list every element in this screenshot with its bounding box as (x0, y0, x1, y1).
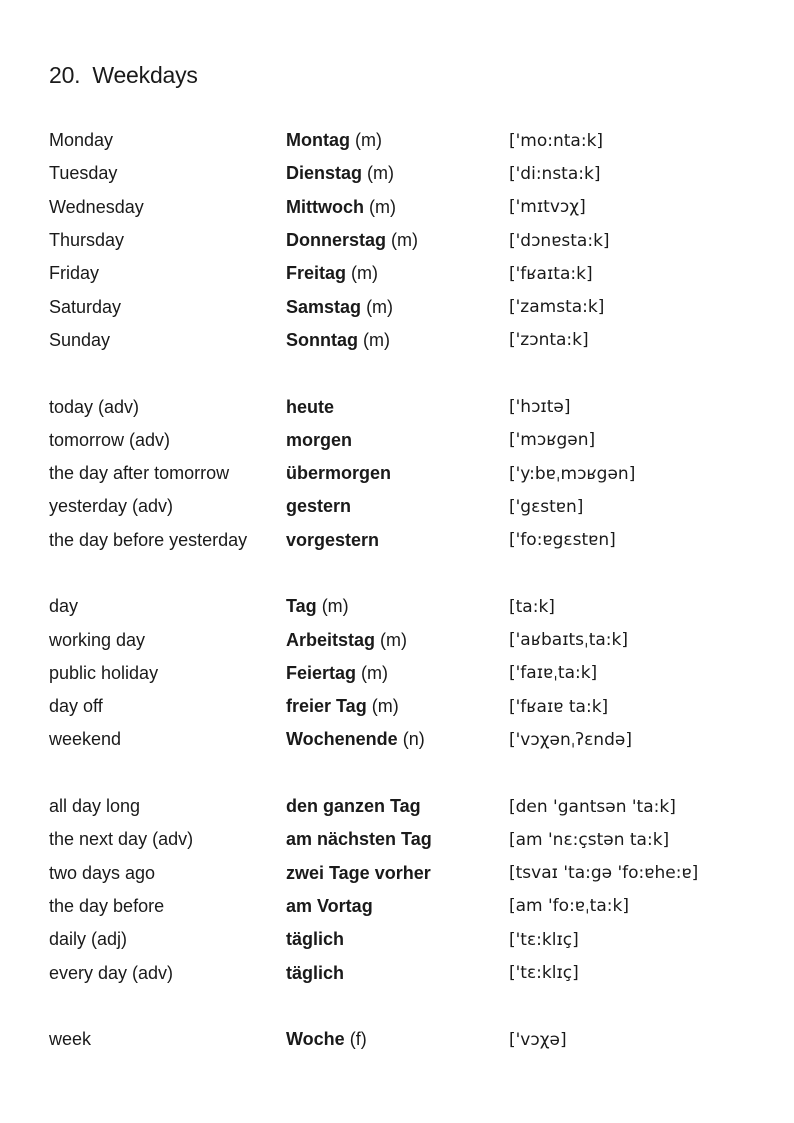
german-term-cell (286, 130, 509, 151)
german-term: Donnerstag (286, 230, 387, 251)
page-title (49, 62, 198, 89)
english-term: Tuesday (49, 163, 118, 184)
pronunciation: ['dɔnɐsta:k] (509, 230, 610, 251)
english-term: weekend (49, 729, 122, 750)
german-term-cell (286, 197, 509, 218)
german-term-cell (286, 163, 509, 184)
german-term: Sonntag (286, 329, 358, 350)
group-spacer (49, 990, 769, 1023)
german-term: täglich (286, 929, 345, 950)
pronunciation: ['vɔχə] (509, 1029, 567, 1050)
english-term: yesterday (adv) (49, 496, 174, 517)
vocab-row (49, 490, 769, 523)
english-term: daily (adj) (49, 929, 128, 950)
vocab-row (49, 1023, 769, 1056)
english-term: the day after tomorrow (49, 463, 230, 484)
german-term: Wochenende (286, 729, 398, 750)
german-term: Mittwoch (286, 196, 364, 217)
german-term-cell (286, 530, 509, 551)
german-term-cell (286, 896, 509, 917)
english-term: Wednesday (49, 196, 144, 217)
english-term: all day long (49, 796, 141, 817)
english-term: today (adv) (49, 396, 140, 417)
pronunciation: ['vɔχənˌʔɛndə] (509, 729, 632, 750)
english-term: every day (adv) (49, 962, 174, 983)
pronunciation: ['fʁaɪta:k] (509, 263, 593, 284)
gender-marker: (m) (391, 230, 419, 251)
group-spacer (49, 357, 769, 390)
gender-marker: (m) (361, 662, 389, 683)
pronunciation: ['tɛ:klɪç] (509, 963, 579, 984)
pronunciation: ['di:nsta:k] (509, 163, 601, 184)
german-term-cell (286, 696, 509, 717)
german-term: am Vortag (286, 895, 373, 916)
pronunciation: ['hɔɪtə] (509, 397, 571, 418)
pronunciation: ['zɔnta:k] (509, 330, 589, 351)
german-term: heute (286, 396, 335, 417)
vocab-row (49, 857, 769, 890)
german-term-cell (286, 397, 509, 418)
vocab-row (49, 923, 769, 956)
pronunciation: ['tɛ:klɪç] (509, 929, 579, 950)
german-term-cell (286, 1029, 509, 1050)
pronunciation: ['fʁaɪɐ ta:k] (509, 696, 609, 717)
german-term: den ganzen Tag (286, 796, 421, 817)
german-term: freier Tag (286, 696, 367, 717)
pronunciation: [am 'fo:ɐˌta:k] (509, 896, 629, 917)
pronunciation: ['mo:nta:k] (509, 130, 604, 151)
german-term-cell (286, 929, 509, 950)
gender-marker: (m) (369, 196, 396, 217)
vocab-row (49, 324, 769, 357)
german-term: am nächsten Tag (286, 829, 432, 850)
gender-marker: (m) (355, 130, 382, 151)
gender-marker: (f) (349, 1029, 367, 1050)
pronunciation: ['aʁbaɪtsˌta:k] (509, 630, 628, 651)
german-term-cell (286, 630, 509, 651)
vocab-row (49, 191, 769, 224)
vocab-row (49, 157, 769, 190)
german-term: gestern (286, 496, 352, 517)
english-term: tomorrow (adv) (49, 429, 171, 450)
section-title: Weekdays (92, 62, 198, 88)
vocab-row (49, 390, 769, 423)
german-term: Freitag (286, 263, 347, 284)
vocab-row (49, 823, 769, 856)
pronunciation: [tsvaɪ 'ta:gə 'fo:ɐhe:ɐ] (509, 863, 699, 884)
gender-marker: (m) (380, 629, 408, 650)
pronunciation: ['mɪtvɔχ] (509, 197, 586, 218)
vocab-row (49, 956, 769, 989)
english-term: the day before (49, 895, 165, 916)
vocab-row (49, 424, 769, 457)
gender-marker: (m) (366, 296, 394, 317)
german-term: Samstag (286, 296, 362, 317)
german-term-cell (286, 729, 509, 750)
gender-marker: (m) (371, 696, 399, 717)
vocab-row (49, 290, 769, 323)
english-term: public holiday (49, 662, 159, 683)
english-term: the next day (adv) (49, 829, 194, 850)
vocab-row (49, 623, 769, 656)
group-spacer (49, 757, 769, 790)
english-term: Saturday (49, 296, 122, 317)
german-term-cell (286, 330, 509, 351)
german-term: Tag (286, 596, 317, 617)
vocab-row (49, 890, 769, 923)
german-term: Dienstag (286, 163, 363, 184)
pronunciation: ['zamsta:k] (509, 297, 605, 318)
pronunciation: [am 'nɛ:çstən ta:k] (509, 829, 670, 850)
vocab-row (49, 690, 769, 723)
english-term: two days ago (49, 862, 156, 883)
vocab-row (49, 224, 769, 257)
gender-marker: (m) (321, 596, 349, 617)
pronunciation: [den 'gantsən 'ta:k] (509, 796, 676, 817)
group-spacer (49, 557, 769, 590)
english-term: day (49, 596, 79, 617)
german-term: täglich (286, 962, 345, 983)
pronunciation: [ta:k] (509, 596, 555, 617)
vocab-row (49, 257, 769, 290)
pronunciation: ['fo:ɐgɛstɐn] (509, 530, 616, 551)
pronunciation: ['faɪɐˌta:k] (509, 663, 598, 684)
german-term-cell (286, 430, 509, 451)
german-term-cell (286, 496, 509, 517)
german-term: morgen (286, 429, 353, 450)
german-term: zwei Tage vorher (286, 862, 431, 883)
gender-marker: (m) (363, 329, 390, 350)
vocab-row (49, 723, 769, 756)
vocabulary-table (49, 124, 769, 1056)
english-term: Sunday (49, 329, 111, 350)
german-term-cell (286, 463, 509, 484)
gender-marker: (m) (367, 163, 395, 184)
vocab-row (49, 590, 769, 623)
german-term-cell (286, 263, 509, 284)
german-term: Arbeitstag (286, 629, 376, 650)
german-term-cell (286, 796, 509, 817)
vocab-row (49, 124, 769, 157)
german-term-cell (286, 963, 509, 984)
english-term: Friday (49, 263, 100, 284)
german-term-cell (286, 863, 509, 884)
german-term-cell (286, 596, 509, 617)
english-term: day off (49, 696, 103, 717)
pronunciation: ['gɛstɐn] (509, 496, 584, 517)
german-term: Woche (286, 1029, 345, 1050)
vocab-row (49, 524, 769, 557)
german-term-cell (286, 663, 509, 684)
german-term-cell (286, 297, 509, 318)
english-term: the day before yesterday (49, 529, 248, 550)
english-term: Monday (49, 130, 114, 151)
pronunciation: ['y:bɐˌmɔʁgən] (509, 463, 636, 484)
section-number: 20. (49, 62, 81, 88)
gender-marker: (m) (351, 263, 379, 284)
german-term: übermorgen (286, 463, 392, 484)
vocab-row (49, 457, 769, 490)
english-term: working day (49, 629, 146, 650)
vocab-row (49, 657, 769, 690)
german-term: vorgestern (286, 529, 380, 550)
german-term: Montag (286, 130, 350, 151)
german-term: Feiertag (286, 662, 357, 683)
vocab-row (49, 790, 769, 823)
english-term: week (49, 1029, 92, 1050)
pronunciation: ['mɔʁgən] (509, 430, 596, 451)
gender-marker: (n) (402, 729, 425, 750)
english-term: Thursday (49, 230, 125, 251)
german-term-cell (286, 829, 509, 850)
german-term-cell (286, 230, 509, 251)
